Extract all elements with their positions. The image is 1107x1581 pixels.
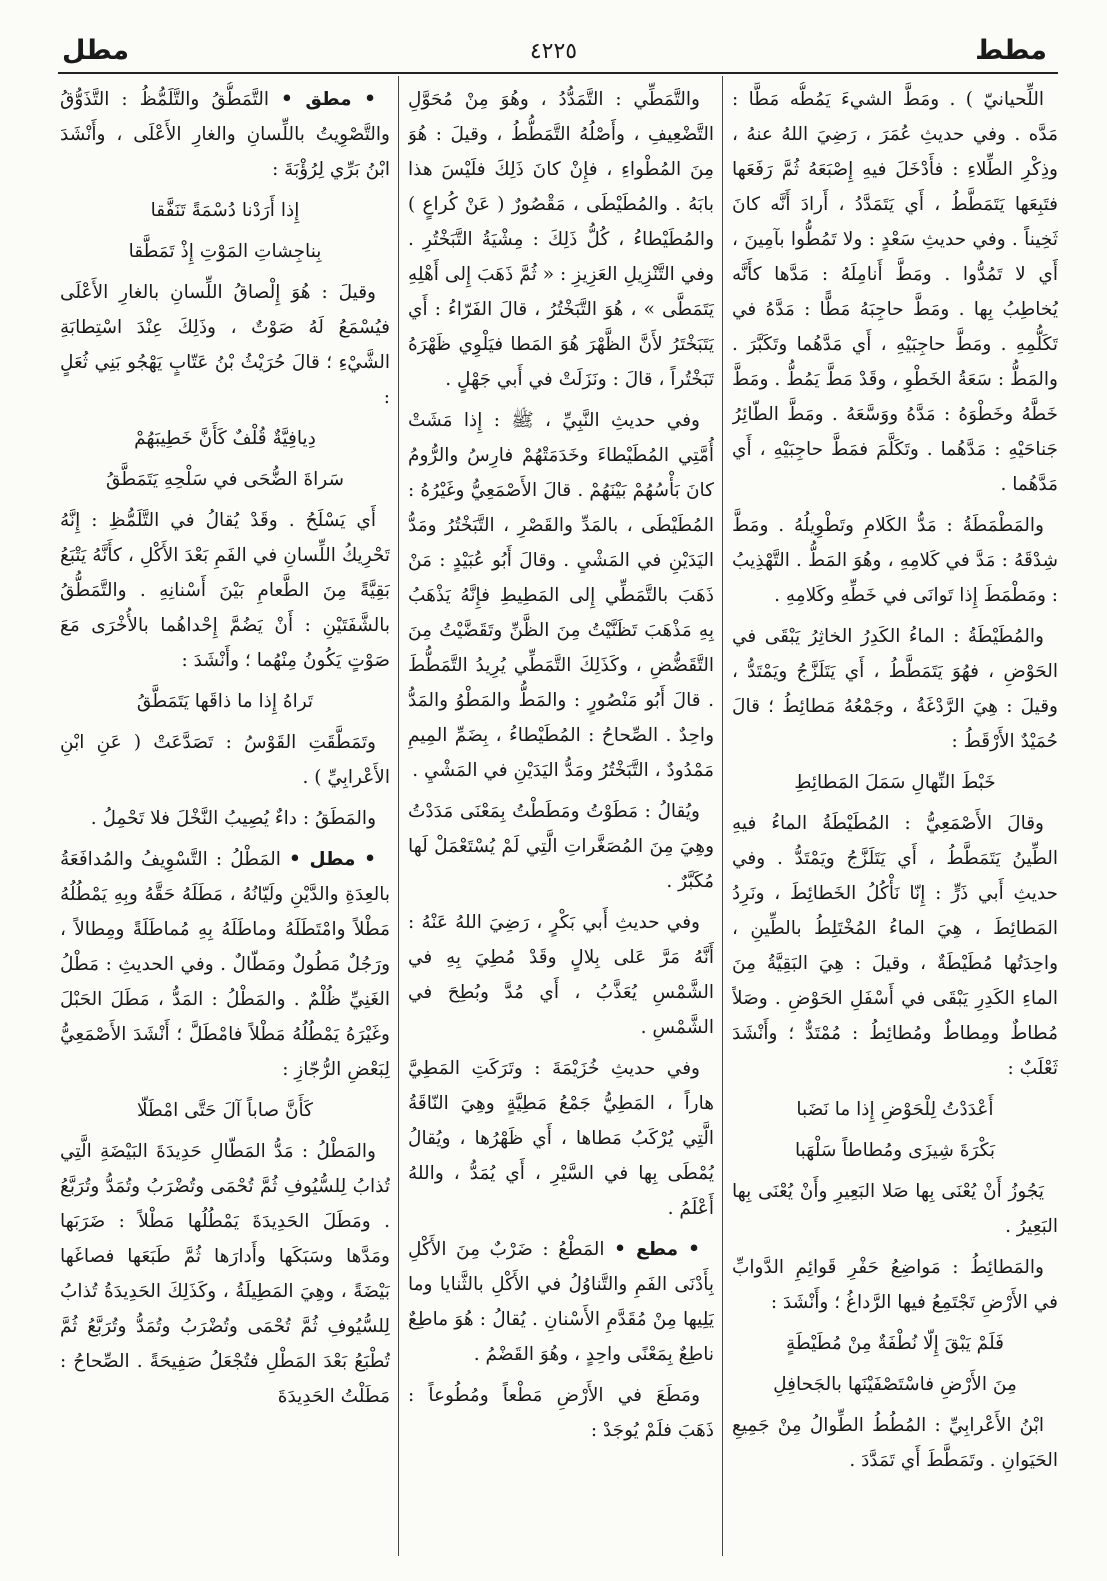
paragraph: [732, 508, 1058, 613]
block-text: خَبْطَ النِّهالِ سَمَلَ المَطائِطِ: [794, 772, 996, 793]
block-text: إِذا أَرَدْنا دُسْمَةً تَنَفَّقا: [150, 200, 300, 221]
paragraph: [60, 725, 390, 795]
block-text: تَراهُ إِذا ما ذاقَها يَتَمَطَّقُ: [136, 691, 314, 712]
block-text: وقيلَ : هُوَ إِلْصاقُ اللِّسانِ بالغارِ الأَعْلَى فيُسْمَعُ لَهُ صَوْتٌ ، وذَلِكَ عِنْدَ اسْتِطابَةِ الشَّيْءِ ؛ قالَ حُرَيْثُ بْنُ عَتّابٍ يَهْجُو بَنِي ثُعَلٍ :: [60, 282, 390, 408]
paragraph: [408, 905, 714, 1045]
column-right: [732, 82, 1058, 1552]
verse-line: [60, 234, 390, 269]
block-text: كَأَنَّ صاباً آلَ حَتَّى امْطَلّا: [137, 1100, 313, 1121]
paragraph: [408, 82, 714, 397]
entry-headword: • مطل •: [289, 849, 376, 870]
paragraph: [408, 1378, 714, 1448]
block-text: ومَطَعَ في الأَرْضِ مَطْعاً ومُطُوعاً : ذَهَبَ فلَمْ يُوجَدْ :: [408, 1385, 714, 1441]
block-text: أَعْدَدْتُ لِلْحَوْضِ إِذا ما نَضَبا: [796, 1099, 994, 1120]
column-divider: [398, 76, 399, 1556]
block-text: مِنَ الأَرْضِ فاسْتَصْفَيْنَها بالجَحافِلِ: [773, 1374, 1017, 1395]
running-head-left: مطل: [62, 35, 130, 66]
paragraph: [408, 794, 714, 899]
entry-paragraph: [60, 82, 390, 187]
paragraph: [732, 1250, 1058, 1320]
block-text: ويُقالُ : مَطَوْتُ ومَطَطْتُ بِمَعْنَى مَدَدْتُ وهِيَ مِنَ المُصَغَّراتِ الَّتِي لَمْ يُسْتَعْمَلْ لَها مُكَبَّرٌ .: [408, 801, 714, 892]
block-text: المَطْعُ : ضَرْبٌ مِنَ الأَكْلِ بِأَدْنَى الفَمِ والتَّناوُلُ في الأَكْلِ بالثَّنايا وما يَلِيها مِنْ مُقَدَّمِ الأَسْنانِ . يُقالُ : هُوَ ماطِعٌ ناطِعٌ بِمَعْنًى واحِدٍ ، وهُوَ القَضْمُ .: [408, 1239, 714, 1365]
header-rule: [58, 72, 1058, 74]
paragraph: [408, 1051, 714, 1226]
verse-line: [60, 193, 390, 228]
block-text: وفي حديثِ أَبي بَكْرٍ ، رَضِيَ اللهُ عَنْهُ : أَنَّهُ مَرَّ عَلى بِلالٍ وقَدْ مُطِيَ بِهِ في الشَّمْسِ يُعَذَّبُ ، أَي مُدَّ وبُطِحَ في الشَّمْسِ .: [408, 912, 714, 1038]
block-text: أَي يَسْلَحُ . وقَدْ يُقالُ في التَّلَمُّظِ : إِنَّهُ تَحْرِيكُ اللِّسانِ في الفَمِ بَعْدَ الأَكْلِ ، كأَنَّهُ يَتْبَعُ بَقِيَّةً مِنَ الطَّعامِ بَيْنَ أَسْنانِهِ . والتَّمَطُّقُ بالشَّفَتَيْنِ : أَنْ يَضُمَّ إِحْداهُما بالأُخْرَى مَعَ صَوْتٍ يَكُونُ مِنْهُما ؛ وأَنْشَدَ :: [60, 510, 390, 671]
block-text: ابْنُ الأَعْرابِيِّ : المُطُطُ الطِّوالُ مِنْ جَمِيعِ الحَيَوانِ . وتَمَطَّطَ أَي تَمَدَّدَ .: [732, 1415, 1058, 1471]
paragraph: [60, 801, 390, 836]
entry-headword: • مطق •: [281, 89, 376, 110]
paragraph: [732, 806, 1058, 1086]
paragraph: [60, 1134, 390, 1414]
block-text: والمَطائِطُ : مَواضِعُ حَفْرِ قَوائِمِ الدَّوابِّ في الأَرْضِ تَجْتَمِعُ فيها الرَّداغُ ؛ وأَنْشَدَ :: [732, 1257, 1058, 1313]
paragraph: [732, 1174, 1058, 1244]
paragraph: [732, 619, 1058, 759]
column-divider: [722, 76, 723, 1556]
block-text: فَلَمْ يَبْقَ إِلّا نُطْفَةٌ مِنْ مُطَيْطَةٍ: [786, 1333, 1004, 1354]
block-text: سَراةَ الضُّحَى في سَلْحِهِ يَتَمَطَّقُ: [105, 469, 345, 490]
block-text: والمَطَقُ : داءٌ يُصِيبُ النَّخْلَ فلا تَحْمِلُ .: [90, 808, 376, 829]
block-text: وفي حديثِ خُزَيْمَةَ : وتَرَكَتِ المَطِيَّ هاراً ، المَطِيُّ جَمْعُ مَطِيَّةٍ وهِيَ النّاقَةُ الَّتِي يُرْكَبُ مَطاها ، أَي ظَهْرُها ، ويُقالُ يُمْطَى بِها في السَّيْرِ ، أَي يُمَدُّ ، واللهُ أَعْلَمُ .: [408, 1058, 714, 1219]
block-text: والمُطَيْطَةُ : الماءُ الكَدِرُ الخاثِرُ يَبْقَى في الحَوْضِ ، فهُوَ يَتَمَطَّطُ ، أَي يَتَلَزَّجُ ويَمْتَدُّ ، وقيلَ : هِيَ الرَّدْغَةُ ، وجَمْعُهُ مَطائِطُ ؛ قالَ حُمَيْدٌ الأَرْقَطُ :: [732, 626, 1058, 752]
block-text: والمَطْمَطَةُ : مَدُّ الكَلامِ وتَطْوِيلُهُ . ومَطَّ شِدْقَهُ : مَدَّ في كَلامِهِ ، وهُوَ المَطُّ . التَّهْذِيبُ : ومَطْمَطَ إِذا تَوانَى في خَطِّهِ وكَلامِهِ .: [732, 515, 1058, 606]
paragraph: [732, 1408, 1058, 1478]
entry-paragraph: [60, 842, 390, 1087]
block-text: والتَّمَطِّي : التَّمَدُّدُ ، وهُوَ مِنْ مُحَوَّلِ التَّضْعِيفِ ، وأَصْلُهُ التَّمَطُّطُ ، وقيلَ : هُوَ مِنَ المُطْواءِ ، فإِنْ كانَ ذَلِكَ فلَيْسَ هذا بابَهُ . والمُطَيْطَى ، مَقْصُورٌ ( عَنْ كُراعٍ ) والمُطَيْطاءُ ، كُلُّ ذَلِكَ : مِشْيَةُ التَّبَخْتُرِ . وفي التَّنْزِيلِ العَزِيزِ : « ثُمَّ ذَهَبَ إِلى أَهْلِهِ يَتَمَطَّى » ، هُوَ التَّبَخْتُرُ ، قالَ الفَرّاءُ : أَي يَتَبَخْتَرُ لأَنَّ الظَّهْرَ هُوَ المَطا فيَلْوِي ظَهْرَهُ تَبَخْتُراً ، قالَ : ونَزَلَتْ في أَبي جَهْلٍ .: [408, 89, 714, 390]
paragraph: [60, 503, 390, 678]
verse-line: [732, 1326, 1058, 1361]
block-text: وقالَ الأَصْمَعِيُّ : المُطَيْطَةُ الماءُ فيهِ الطِّينُ يَتَمَطَّطُ ، أَي يَتَلَزَّجُ ويَمْتَدُّ . وفي حديثِ أَبي ذَرٍّ : إِنّا نَأْكُلُ الخَطائِطَ ، ونَرِدُ المَطائِطَ ، هِيَ الماءُ المُخْتَلِطُ بالطِّينِ ، واحِدَتُها مُطَيْطَةٌ ، وقيلَ : هِيَ البَقِيَّةُ مِنَ الماءِ الكَدِرِ يَبْقَى في أَسْفَلِ الحَوْضِ . وصَلاً مُطاطٌ ومِطاطٌ ومُطائِطُ : مُمْتَدٌّ ؛ وأَنْشَدَ ثَعْلَبٌ :: [732, 813, 1058, 1079]
verse-line: [60, 684, 390, 719]
entry-paragraph: [408, 1232, 714, 1372]
block-text: وتَمَطَّقَتِ القَوْسُ : تَصَدَّعَتْ ( عَنِ ابْنِ الأَعْرابِيِّ ) .: [60, 732, 390, 788]
verse-line: [732, 1367, 1058, 1402]
block-text: المَطْلُ : التَّسْوِيفُ والمُدافَعَةُ بالعِدَةِ والدَّيْنِ ولَيّانُهُ ، مَطَلَهُ حَقَّهُ وبِهِ يَمْطُلُهُ مَطْلاً وامْتَطَلَهُ وماطَلَهُ بِهِ مُماطَلَةً ومِطالاً ، ورَجُلٌ مَطُولٌ ومَطّالٌ . وفي الحديثِ : مَطْلُ الغَنِيِّ ظُلْمٌ . والمَطْلُ : المَدُّ ، مَطَلَ الحَبْلَ وغَيْرَهُ يَمْطُلُهُ مَطْلاً فامْطَلَّ ؛ أَنْشَدَ الأَصْمَعِيُّ لِبَعْضِ الرُّجّازِ :: [60, 849, 390, 1080]
block-text: التَّمَطُّقُ والتَّلَمُّظُ : التَّذَوُّقُ والتَّصْوِيتُ باللِّسانِ والغارِ الأَعْلَى ، وأَنْشَدَ ابْنُ بَرِّي لِرُؤْبَةَ :: [60, 89, 390, 180]
block-text: يَجُوزُ أَنْ يُعْنَى بِها صَلا البَعِيرِ وأَنْ يُعْنَى بِها البَعِيرُ .: [732, 1181, 1058, 1237]
verse-line: [732, 1133, 1058, 1168]
verse-line: [60, 421, 390, 456]
block-text: وفي حديثِ النَّبِيِّ ، ﷺ : إِذا مَشَتْ أُمَّتِي المُطَيْطاءَ وخَدَمَتْهُمْ فارِسُ والرُّومُ كانَ بَأْسُهُمْ بَيْنَهُمْ . قالَ الأَصْمَعِيُّ وغَيْرُهُ : المُطَيْطَى ، بالمَدِّ والقَصْرِ ، التَّبَخْتُرُ ومَدُّ اليَدَيْنِ في المَشْيِ . وقالَ أَبُو عُبَيْدٍ : مَنْ ذَهَبَ بالتَّمَطِّي إِلى المَطِيطِ فإِنَّهُ يَذْهَبُ بِهِ مَذْهَبَ تَظَنَّيْتُ مِنَ الظَّنِّ وتَقَضَّيْتُ مِنَ التَّقَضُّضِ ، وكَذَلِكَ التَّمَطِّي يُرِيدُ التَّمَطُّطَ . قالَ أَبُو مَنْصُورٍ : والمَطُّ والمَطْوُ والمَدُّ واحِدٌ . الصِّحاحُ : المُطَيْطاءُ ، بِضَمِّ المِيمِ مَمْدُودٌ ، التَّبَخْتُرُ ومَدُّ اليَدَيْنِ في المَشْيِ .: [408, 410, 714, 781]
page-number: ٤٢٢٥: [529, 39, 578, 64]
verse-line: [60, 462, 390, 497]
block-text: اللِّحيانيّ ) . ومَطَّ الشيءَ يَمُطُّه مَطًّا : مَدَّه . وفي حديثِ عُمَرَ ، رَضِيَ اللهُ عنهُ ، وذِكْرِ الطِّلاءِ : فأَدْخَلَ فيهِ إِصْبَعَهُ ثُمَّ رَفَعَها فتَبِعَها يَتَمَطَّطُ ، أَي يَتَمَدَّدُ ، أَرادَ أَنَّه كانَ ثَخِيناً . وفي حديثِ سَعْدٍ : ولا تَمُطُّوا بآمِينَ ، أَي لا تَمُدُّوا . ومَطَّ أَنامِلَهُ : مَدَّها كأَنَّه يُخاطِبُ بِها . ومَطَّ حاجِبَهُ مَطًّا : مَدَّهُ في تَكَلُّمِهِ . ومَطَّ حاجِبَيْهِ ، أَي مَدَّهُما وتَكَبَّرَ . والمَطُّ : سَعَةُ الخَطْوِ ، وقَدْ مَطَّ يَمُطُّ . ومَطَّ خَطَّهُ وخَطْوَهُ : مَدَّهُ ووَسَّعَهُ . ومَطَّ الطّائِرُ جَناحَيْهِ : مَدَّهُما . وتَكَلَّمَ فمَطَّ حاجِبَيْهِ ، أَي مَدَّهُما .: [732, 89, 1058, 495]
block-text: دِيافِيَّةٌ قُلْفٌ كَأَنَّ خَطِيبَهُمْ: [134, 428, 316, 449]
paragraph: [732, 82, 1058, 502]
verse-line: [60, 1093, 390, 1128]
block-text: بَكْرَةَ شِيزَى ومُطاطاً سَلْهَبا: [794, 1140, 996, 1161]
block-text: بِناجِشاتِ المَوْتِ إِذْ تَمَطَّقا: [128, 241, 322, 262]
column-middle: [408, 82, 714, 1552]
column-left: [60, 82, 390, 1552]
block-text: والمَطْلُ : مَدُّ المَطّالِ حَدِيدَةَ البَيْضَةِ الَّتِي تُذابُ لِلسُّيُوفِ ثُمَّ تُحْمَى وتُضْرَبُ وتُمَدُّ وتُرَبَّعُ . ومَطَلَ الحَدِيدَةَ يَمْطُلُها مَطْلاً : ضَرَبَها ومَدَّها وسَبَكَها وأَدارَها ثُمَّ طَبَعَها فصاغَها بَيْضَةً ، وهِيَ المَطِيلَةُ ، وكَذَلِكَ الحَدِيدَةُ تُذابُ لِلسُّيُوفِ ثُمَّ تُحْمَى وتُضْرَبُ وتُمَدُّ وتُرَبَّعُ ثُمَّ تُطْبَعُ بَعْدَ المَطْلِ فتُجْعَلُ صَفِيحَةً . الصِّحاحُ : مَطَلْتُ الحَدِيدَةَ: [60, 1141, 390, 1407]
verse-line: [732, 1092, 1058, 1127]
running-head-right: مطط: [975, 35, 1047, 66]
paragraph: [60, 275, 390, 415]
verse-line: [732, 765, 1058, 800]
entry-headword: • مطع •: [614, 1239, 700, 1260]
paragraph: [408, 403, 714, 788]
